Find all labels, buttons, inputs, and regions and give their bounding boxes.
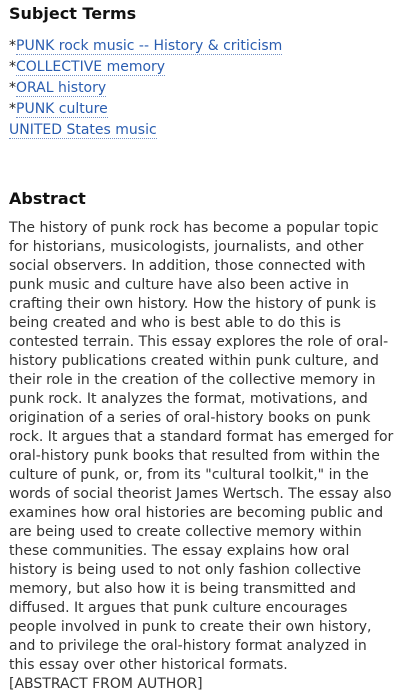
subject-terms-section — [9, 4, 400, 141]
abstract-source-note: [ABSTRACT FROM AUTHOR] — [9, 676, 203, 692]
subject-term-link-oral-history[interactable]: ORAL history — [16, 80, 107, 96]
subject-term-item — [9, 78, 400, 99]
subject-term-item — [9, 99, 400, 120]
subject-term-link-punk-culture[interactable]: PUNK culture — [16, 101, 108, 117]
abstract-body: The history of punk rock has become a popular topic for historians, musicologists, journalists, and other social observers. In addition, those connected with punk music and culture have also been active in crafting their own history. How the history of punk is being created and who is best able to do this is contested terrain. This essay explores the role of oral-history publications created within punk culture, and their role in the creation of the collective memory in punk rock. It analyzes the format, motivations, and origination of a series of oral-history books on punk rock. It argues that a standard format has emerged for oral-history punk books that resulted from within the culture of punk, or, from its "cultural toolkit," in the words of social theorist James Wertsch. The essay also examines how oral histories are becoming public and are being used to create collective memory within these communities. The essay explains how oral history is being used to not only fashion collective memory, but also how it is being transmitted and diffused. It argues that punk culture encourages people involved in punk to create their own history, and to privilege the oral-history format analyzed in this essay over other historical formats. — [9, 220, 394, 673]
subject-term-prefix: * — [9, 38, 16, 54]
subject-terms-list — [9, 36, 400, 141]
subject-term-link-punk-rock-music[interactable]: PUNK rock music -- History & criticism — [16, 38, 283, 54]
subject-term-link-collective-memory[interactable]: COLLECTIVE memory — [16, 59, 166, 75]
abstract-section — [9, 189, 400, 694]
subject-term-prefix: * — [9, 101, 16, 117]
subject-term-prefix: * — [9, 80, 16, 96]
subject-term-item — [9, 57, 400, 78]
subject-term-prefix: * — [9, 59, 16, 75]
subject-term-item — [9, 120, 400, 141]
abstract-text — [9, 219, 394, 694]
abstract-heading: Abstract — [9, 189, 86, 208]
subject-term-item — [9, 36, 400, 57]
subject-terms-heading: Subject Terms — [9, 4, 137, 23]
subject-term-link-united-states-music[interactable]: UNITED States music — [9, 122, 157, 138]
